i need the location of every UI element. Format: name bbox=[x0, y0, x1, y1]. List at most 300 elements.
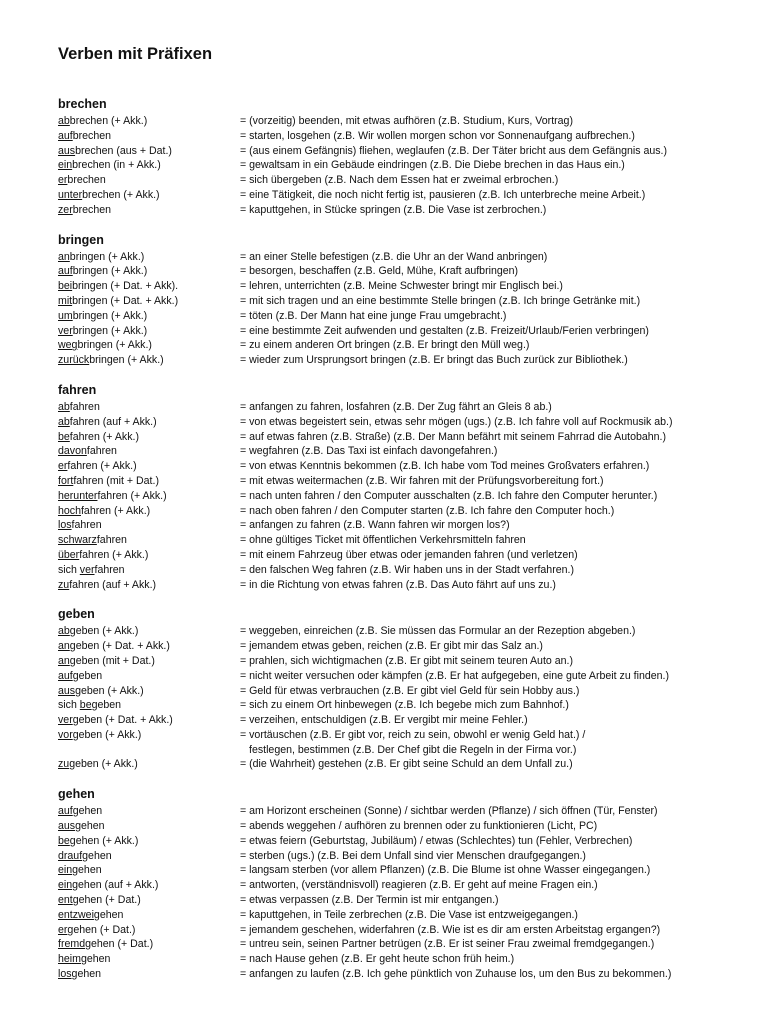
verb-definition bbox=[240, 353, 748, 368]
verb-definition bbox=[240, 489, 748, 504]
verb-entry bbox=[58, 548, 748, 563]
verb-entry bbox=[58, 430, 748, 445]
verb-stem: bringen (+ Dat. + Akk.) bbox=[72, 294, 179, 307]
verb-definition bbox=[240, 114, 748, 129]
verb-stem: gehen bbox=[72, 805, 103, 818]
verb-prefix: um bbox=[58, 309, 73, 322]
verb-stem: bringen (+ Akk.) bbox=[72, 309, 148, 322]
verb-term bbox=[58, 504, 240, 519]
definition-line: = untreu sein, seinen Partner betrügen (z.B. Er ist seiner Frau zweimal fremdgegangen.) bbox=[240, 938, 655, 951]
verb-prefix: fremd bbox=[58, 938, 86, 951]
definition-line: = gewaltsam in ein Gebäude eindringen (z.B. Die Diebe brechen in das Haus ein.) bbox=[240, 159, 625, 172]
verb-prefix: los bbox=[58, 968, 72, 981]
verb-definition bbox=[240, 504, 748, 519]
verb-definition bbox=[240, 279, 748, 294]
verb-stem: geben (+ Dat. + Akk.) bbox=[72, 714, 173, 727]
verb-prefix: aus bbox=[58, 144, 76, 157]
section-heading: gehen bbox=[58, 787, 95, 802]
definition-line: = lehren, unterrichten (z.B. Meine Schwester bringt mir Englisch bei.) bbox=[240, 280, 563, 293]
verb-definition bbox=[240, 908, 748, 923]
definition-line: = etwas verpassen (z.B. Der Termin ist mir entgangen.) bbox=[240, 894, 499, 907]
definition-line: = von etwas begeistert sein, etwas sehr mögen (ugs.) (z.B. Ich fahre voll auf Rockmusik ab.) bbox=[240, 415, 673, 428]
section-fahren bbox=[58, 382, 748, 592]
verb-term bbox=[58, 250, 240, 265]
definition-line: = von etwas Kenntnis bekommen (z.B. Ich habe vom Tod meines Großvaters erfahren.) bbox=[240, 460, 650, 473]
verb-term bbox=[58, 129, 240, 144]
verb-term bbox=[58, 533, 240, 548]
verb-definition bbox=[240, 459, 748, 474]
verb-entry bbox=[58, 819, 748, 834]
verb-term bbox=[58, 937, 240, 952]
definition-line: = wegfahren (z.B. Das Taxi ist einfach davongefahren.) bbox=[240, 445, 498, 458]
verb-entry bbox=[58, 533, 748, 548]
definition-line: = jemandem etwas geben, reichen (z.B. Er gibt mir das Salz an.) bbox=[240, 640, 543, 653]
verb-prefix: ver bbox=[58, 324, 73, 337]
verb-term bbox=[58, 863, 240, 878]
verb-definition bbox=[240, 684, 748, 699]
verb-definition bbox=[240, 203, 748, 218]
verb-definition bbox=[240, 952, 748, 967]
verb-definition bbox=[240, 533, 748, 548]
definition-line: = besorgen, beschaffen (z.B. Geld, Mühe, Kraft aufbringen) bbox=[240, 265, 519, 278]
verb-definition bbox=[240, 849, 748, 864]
definition-line: = töten (z.B. Der Mann hat eine junge Frau umgebracht.) bbox=[240, 309, 507, 322]
definition-line: = nicht weiter versuchen oder kämpfen (z.B. Er hat aufgegeben, eine gute Arbeit zu finden.) bbox=[240, 669, 670, 682]
verb-definition bbox=[240, 264, 748, 279]
definition-line: festlegen, bestimmen (z.B. Der Chef gibt die Regeln in der Firma vor.) bbox=[249, 743, 577, 756]
verb-term bbox=[58, 353, 240, 368]
verb-entry bbox=[58, 279, 748, 294]
verb-entry bbox=[58, 639, 748, 654]
verb-entry bbox=[58, 459, 748, 474]
verb-stem: brechen bbox=[67, 174, 106, 187]
definition-line: = an einer Stelle befestigen (z.B. die Uhr an der Wand anbringen) bbox=[240, 250, 548, 263]
definition-line: = (vorzeitig) beenden, mit etwas aufhören (z.B. Studium, Kurs, Vortrag) bbox=[240, 115, 573, 127]
definition-line: = anfangen zu laufen (z.B. Ich gehe pünktlich von Zuhause los, um den Bus zu bekommen.) bbox=[240, 968, 672, 981]
definition-line: = vortäuschen (z.B. Er gibt vor, reich zu sein, obwohl er wenig Geld hat.) / bbox=[240, 728, 586, 741]
verb-term bbox=[58, 923, 240, 938]
verb-term bbox=[58, 173, 240, 188]
verb-stem: fahren (+ Akk.) bbox=[80, 504, 151, 517]
verb-entry bbox=[58, 444, 748, 459]
verb-stem: bringen (+ Akk.) bbox=[72, 324, 148, 337]
verb-stem: geben (+ Akk.) bbox=[72, 728, 142, 741]
verb-entry bbox=[58, 757, 748, 772]
page-title: Verben mit Präfixen bbox=[58, 45, 213, 63]
verb-term bbox=[58, 669, 240, 684]
definition-line: = kaputtgehen, in Stücke springen (z.B. Die Vase ist zerbrochen.) bbox=[240, 203, 547, 216]
verb-stem: geben bbox=[72, 669, 103, 682]
verb-term bbox=[58, 713, 240, 728]
verb-definition bbox=[240, 518, 748, 533]
verb-definition bbox=[240, 548, 748, 563]
verb-entry bbox=[58, 563, 748, 578]
section-gehen bbox=[58, 786, 748, 982]
verb-stem: brechen bbox=[72, 203, 112, 216]
definition-line: = antworten, (verständnisvoll) reagieren (z.B. Er geht auf meine Fragen ein.) bbox=[240, 879, 598, 892]
verb-entry bbox=[58, 849, 748, 864]
definition-line: = ohne gültiges Ticket mit öffentlichen Verkehrsmitteln fahren bbox=[240, 534, 526, 547]
verb-prefix: weg bbox=[58, 339, 78, 352]
definition-line: = sich übergeben (z.B. Nach dem Essen hat er zweimal erbrochen.) bbox=[240, 174, 559, 187]
verb-definition bbox=[240, 669, 748, 684]
definition-line: = anfangen zu fahren, losfahren (z.B. Der Zug fährt an Gleis 8 ab.) bbox=[240, 400, 552, 413]
verb-stem: fahren bbox=[96, 534, 127, 547]
verb-entry bbox=[58, 578, 748, 593]
definition-line: = weggeben, einreichen (z.B. Sie müssen das Formular an der Rezeption abgeben.) bbox=[240, 625, 636, 638]
verb-definition bbox=[240, 324, 748, 339]
verb-entry bbox=[58, 728, 748, 758]
verb-term bbox=[58, 893, 240, 908]
verb-entry bbox=[58, 158, 748, 173]
verb-prefix: ver bbox=[58, 714, 73, 727]
definition-line: = in die Richtung von etwas fahren (z.B. Das Auto fährt auf uns zu.) bbox=[240, 578, 556, 591]
verb-entry bbox=[58, 415, 748, 430]
verb-term bbox=[58, 878, 240, 893]
section-brechen bbox=[58, 96, 748, 218]
verb-stem: gehen (+ Dat.) bbox=[67, 923, 136, 936]
verb-term bbox=[58, 430, 240, 445]
verb-stem: fahren bbox=[71, 519, 102, 532]
verb-stem: fahren (mit + Dat.) bbox=[73, 474, 159, 487]
verb-definition bbox=[240, 158, 748, 173]
verb-stem: gehen (auf + Akk.) bbox=[72, 879, 159, 892]
verb-definition bbox=[240, 578, 748, 593]
verb-entry bbox=[58, 114, 748, 129]
verb-term bbox=[58, 324, 240, 339]
section-geben bbox=[58, 606, 748, 772]
verb-term bbox=[58, 444, 240, 459]
verb-prefix: ab bbox=[58, 625, 70, 638]
verb-entry bbox=[58, 173, 748, 188]
definition-line: = am Horizont erscheinen (Sonne) / sichtbar werden (Pflanze) / sich öffnen (Tür, Fenster) bbox=[240, 805, 658, 818]
verb-term bbox=[58, 684, 240, 699]
verb-term bbox=[58, 908, 240, 923]
verb-entry bbox=[58, 474, 748, 489]
verb-prefix: zer bbox=[58, 203, 73, 216]
verb-entry bbox=[58, 489, 748, 504]
verb-definition bbox=[240, 728, 748, 758]
verb-stem: gehen bbox=[82, 849, 112, 862]
verb-entry bbox=[58, 203, 748, 218]
verb-definition bbox=[240, 144, 748, 159]
verb-definition bbox=[240, 654, 748, 669]
verb-prefix: be bbox=[58, 834, 70, 847]
verb-prefix: vor bbox=[58, 728, 73, 741]
verb-stem: geben (+ Akk.) bbox=[69, 758, 138, 771]
verb-prefix: zu bbox=[58, 578, 70, 591]
verb-definition bbox=[240, 415, 748, 430]
verb-definition bbox=[240, 430, 748, 445]
verb-stem: gehen bbox=[72, 864, 102, 877]
verb-entry bbox=[58, 504, 748, 519]
verb-term bbox=[58, 474, 240, 489]
verb-term bbox=[58, 158, 240, 173]
verb-entry bbox=[58, 908, 748, 923]
verb-prefix: ein bbox=[58, 864, 73, 877]
verb-prefix: ab bbox=[58, 115, 70, 127]
verb-entry bbox=[58, 144, 748, 159]
verb-prefix: über bbox=[58, 548, 80, 561]
definition-line: = Geld für etwas verbrauchen (z.B. Er gibt viel Geld für sein Hobby aus.) bbox=[240, 684, 580, 697]
definition-line: = nach unten fahren / den Computer ausschalten (z.B. Ich fahre den Computer herunter.) bbox=[240, 489, 658, 502]
verb-term bbox=[58, 804, 240, 819]
verb-term bbox=[58, 819, 240, 834]
verb-prefix: drauf bbox=[58, 849, 83, 862]
verb-prefix: ver bbox=[79, 563, 95, 576]
verb-definition bbox=[240, 639, 748, 654]
verb-definition bbox=[240, 474, 748, 489]
verb-reflexive: sich bbox=[58, 699, 80, 712]
verb-term bbox=[58, 757, 240, 772]
verb-entry bbox=[58, 804, 748, 819]
verb-definition bbox=[240, 878, 748, 893]
verb-stem: fahren (+ Akk.) bbox=[67, 460, 137, 473]
verb-term bbox=[58, 624, 240, 639]
verb-stem: brechen (+ Akk.) bbox=[69, 115, 148, 127]
verb-stem: brechen (aus + Dat.) bbox=[75, 144, 172, 157]
verb-term bbox=[58, 279, 240, 294]
verb-definition bbox=[240, 173, 748, 188]
document-page bbox=[58, 44, 748, 996]
verb-prefix: unter bbox=[58, 188, 83, 201]
verb-stem: gehen bbox=[75, 820, 105, 833]
verb-definition bbox=[240, 444, 748, 459]
verb-stem: geben (+ Akk.) bbox=[69, 625, 139, 638]
verb-definition bbox=[240, 757, 748, 772]
verb-prefix: ein bbox=[58, 879, 73, 892]
verb-term bbox=[58, 489, 240, 504]
verb-definition bbox=[240, 698, 748, 713]
verb-prefix: aus bbox=[58, 820, 76, 833]
verb-stem: bringen (+ Akk.) bbox=[69, 250, 145, 263]
verb-prefix: auf bbox=[58, 129, 73, 142]
verb-term bbox=[58, 459, 240, 474]
definition-line: = mit einem Fahrzeug über etwas oder jemanden fahren (und verletzen) bbox=[240, 548, 578, 561]
verb-entry bbox=[58, 834, 748, 849]
verb-entry bbox=[58, 518, 748, 533]
section-heading: geben bbox=[58, 607, 95, 622]
definition-line: = auf etwas fahren (z.B. Straße) (z.B. Der Mann befährt mit seinem Fahrrad die Autobahn.) bbox=[240, 430, 667, 443]
verb-prefix: auf bbox=[58, 265, 73, 278]
verb-entry bbox=[58, 353, 748, 368]
verb-prefix: be bbox=[79, 699, 92, 712]
verb-prefix: los bbox=[58, 519, 72, 532]
verb-stem: gehen bbox=[80, 953, 111, 966]
verb-entry bbox=[58, 400, 748, 415]
definition-line: = (aus einem Gefängnis) fliehen, weglaufen (z.B. Der Täter bricht aus dem Gefängnis aus.) bbox=[240, 144, 668, 157]
verb-entry bbox=[58, 250, 748, 265]
verb-stem: bringen (+ Dat. + Akk). bbox=[72, 280, 179, 293]
definition-line: = eine bestimmte Zeit aufwenden und gestalten (z.B. Freizeit/Urlaub/Ferien verbringen) bbox=[240, 324, 649, 337]
definition-line: = eine Tätigkeit, die noch nicht fertig ist, pausieren (z.B. Ich unterbreche meine Arbeit.) bbox=[240, 188, 646, 201]
definition-line: = mit etwas weitermachen (z.B. Wir fahren mit der Prüfungsvorbereitung fort.) bbox=[240, 474, 604, 487]
definition-line: = etwas feiern (Geburtstag, Jubiläum) / etwas (Schlechtes) tun (Fehler, Verbrechen) bbox=[240, 834, 633, 847]
definition-line: = nach oben fahren / den Computer starten (z.B. Ich fahre den Computer hoch.) bbox=[240, 504, 615, 517]
verb-stem: fahren (+ Akk.) bbox=[97, 489, 167, 502]
verb-stem: brechen (+ Akk.) bbox=[82, 188, 160, 201]
verb-prefix: zurück bbox=[58, 354, 90, 367]
verb-term bbox=[58, 548, 240, 563]
verb-definition bbox=[240, 563, 748, 578]
verb-prefix: auf bbox=[58, 669, 73, 682]
verb-prefix: aus bbox=[58, 684, 76, 697]
verb-entry bbox=[58, 878, 748, 893]
verb-entry bbox=[58, 129, 748, 144]
verb-entry bbox=[58, 324, 748, 339]
verb-stem: gehen bbox=[71, 968, 102, 981]
verb-entry bbox=[58, 967, 748, 982]
verb-term bbox=[58, 188, 240, 203]
verb-definition bbox=[240, 188, 748, 203]
verb-term bbox=[58, 518, 240, 533]
verb-prefix: ab bbox=[58, 415, 70, 428]
verb-stem: brechen bbox=[72, 129, 112, 142]
verb-prefix: be bbox=[58, 430, 70, 443]
section-bringen bbox=[58, 232, 748, 368]
verb-stem: fahren bbox=[94, 563, 125, 576]
definition-line: = zu einem anderen Ort bringen (z.B. Er bringt den Müll weg.) bbox=[240, 339, 530, 352]
verb-stem: gehen (+ Dat.) bbox=[85, 938, 154, 951]
definition-line: = den falschen Weg fahren (z.B. Wir haben uns in der Stadt verfahren.) bbox=[240, 563, 574, 576]
verb-stem: bringen (+ Akk.) bbox=[89, 354, 164, 367]
verb-prefix: ent bbox=[58, 894, 73, 907]
verb-definition bbox=[240, 834, 748, 849]
verb-term bbox=[58, 338, 240, 353]
verb-stem: geben bbox=[91, 699, 122, 712]
verb-term bbox=[58, 264, 240, 279]
verb-definition bbox=[240, 937, 748, 952]
verb-stem: bringen (+ Akk.) bbox=[77, 339, 152, 352]
verb-entry bbox=[58, 923, 748, 938]
verb-entry bbox=[58, 863, 748, 878]
verb-prefix: an bbox=[58, 250, 70, 263]
verb-stem: gehen (+ Dat.) bbox=[72, 894, 141, 907]
verb-definition bbox=[240, 338, 748, 353]
verb-definition bbox=[240, 624, 748, 639]
verb-entry bbox=[58, 952, 748, 967]
verb-definition bbox=[240, 819, 748, 834]
verb-stem: geben (+ Akk.) bbox=[75, 684, 144, 697]
section-heading: brechen bbox=[58, 97, 107, 111]
section-heading: fahren bbox=[58, 382, 97, 397]
definition-line: = anfangen zu fahren (z.B. Wann fahren wir morgen los?) bbox=[240, 519, 510, 532]
verb-prefix: an bbox=[58, 654, 70, 667]
verb-entry bbox=[58, 188, 748, 203]
verb-definition bbox=[240, 250, 748, 265]
definition-line: = nach Hause gehen (z.B. Er geht heute schon früh heim.) bbox=[240, 953, 515, 966]
verb-term bbox=[58, 203, 240, 218]
verb-stem: geben (mit + Dat.) bbox=[69, 654, 155, 667]
verb-definition bbox=[240, 967, 748, 982]
definition-line: = mit sich tragen und an eine bestimmte Stelle bringen (z.B. Ich bringe Getränke mit.) bbox=[240, 294, 641, 307]
verb-stem: fahren (auf + Akk.) bbox=[69, 578, 157, 591]
verb-stem: bringen (+ Akk.) bbox=[72, 265, 148, 278]
verb-prefix: ein bbox=[58, 159, 73, 172]
verb-term bbox=[58, 849, 240, 864]
verb-stem: fahren bbox=[69, 400, 100, 413]
definition-line: = langsam sterben (vor allem Pflanzen) (z.B. Die Blume ist ohne Wasser eingegangen.) bbox=[240, 864, 651, 877]
verb-entry bbox=[58, 654, 748, 669]
verb-definition bbox=[240, 400, 748, 415]
verb-prefix: mit bbox=[58, 294, 73, 307]
verb-entry bbox=[58, 624, 748, 639]
verb-entry bbox=[58, 713, 748, 728]
definition-line: = starten, losgehen (z.B. Wir wollen morgen schon vor Sonnenaufgang aufbrechen.) bbox=[240, 129, 635, 142]
verb-term bbox=[58, 563, 240, 578]
sections-container bbox=[58, 96, 748, 982]
verb-prefix: zu bbox=[58, 758, 70, 771]
verb-prefix: er bbox=[58, 923, 68, 936]
verb-prefix: ab bbox=[58, 400, 70, 413]
definition-line: = kaputtgehen, in Teile zerbrechen (z.B. Die Vase ist entzweigegangen.) bbox=[240, 908, 578, 921]
verb-prefix: fort bbox=[58, 474, 74, 487]
verb-term bbox=[58, 952, 240, 967]
verb-stem: gehen (+ Akk.) bbox=[69, 834, 139, 847]
verb-term bbox=[58, 834, 240, 849]
verb-reflexive: sich bbox=[58, 563, 80, 576]
verb-prefix: schwarz bbox=[58, 534, 97, 547]
definition-line: = abends weggehen / aufhören zu brennen oder zu funktionieren (Licht, PC) bbox=[240, 820, 598, 833]
verb-prefix: bei bbox=[58, 280, 73, 293]
verb-stem: fahren (+ Akk.) bbox=[79, 548, 149, 561]
verb-entry bbox=[58, 937, 748, 952]
verb-stem: brechen (in + Akk.) bbox=[72, 159, 161, 172]
verb-definition bbox=[240, 294, 748, 309]
verb-term bbox=[58, 294, 240, 309]
verb-stem: fahren (+ Akk.) bbox=[69, 430, 139, 443]
definition-line: = sterben (ugs.) (z.B. Bei dem Unfall sind vier Menschen draufgegangen.) bbox=[240, 849, 586, 862]
verb-definition bbox=[240, 129, 748, 144]
verb-stem: fahren (auf + Akk.) bbox=[69, 415, 157, 428]
verb-prefix: er bbox=[58, 460, 68, 473]
verb-term bbox=[58, 639, 240, 654]
verb-term bbox=[58, 728, 240, 758]
verb-prefix: entzwei bbox=[58, 908, 94, 921]
verb-definition bbox=[240, 893, 748, 908]
verb-entry bbox=[58, 264, 748, 279]
verb-definition bbox=[240, 713, 748, 728]
verb-stem: gehen bbox=[93, 908, 124, 921]
definition-line: = wieder zum Ursprungsort bringen (z.B. Er bringt das Buch zurück zur Bibliothek.) bbox=[240, 354, 628, 367]
definition-line: = sich zu einem Ort hinbewegen (z.B. Ich begebe mich zum Bahnhof.) bbox=[240, 699, 569, 712]
verb-term bbox=[58, 967, 240, 982]
verb-term bbox=[58, 309, 240, 324]
definition-line: = jemandem geschehen, widerfahren (z.B. Wie ist es dir am ersten Arbeitstag ergangen?) bbox=[240, 923, 661, 936]
verb-prefix: hoch bbox=[58, 504, 81, 517]
verb-prefix: herunter bbox=[58, 489, 98, 502]
verb-term bbox=[58, 415, 240, 430]
verb-stem: geben (+ Dat. + Akk.) bbox=[69, 640, 170, 653]
verb-prefix: heim bbox=[58, 953, 81, 966]
verb-term bbox=[58, 654, 240, 669]
verb-definition bbox=[240, 863, 748, 878]
verb-term bbox=[58, 698, 240, 713]
verb-prefix: auf bbox=[58, 805, 73, 818]
verb-stem: fahren bbox=[86, 445, 117, 458]
verb-entry bbox=[58, 698, 748, 713]
verb-term bbox=[58, 400, 240, 415]
verb-prefix: davon bbox=[58, 445, 87, 458]
definition-line: = (die Wahrheit) gestehen (z.B. Er gibt seine Schuld an dem Unfall zu.) bbox=[240, 758, 573, 771]
verb-entry bbox=[58, 684, 748, 699]
section-heading: bringen bbox=[58, 232, 104, 247]
verb-definition bbox=[240, 923, 748, 938]
verb-entry bbox=[58, 893, 748, 908]
verb-term bbox=[58, 144, 240, 159]
verb-term bbox=[58, 578, 240, 593]
verb-prefix: er bbox=[58, 174, 68, 187]
